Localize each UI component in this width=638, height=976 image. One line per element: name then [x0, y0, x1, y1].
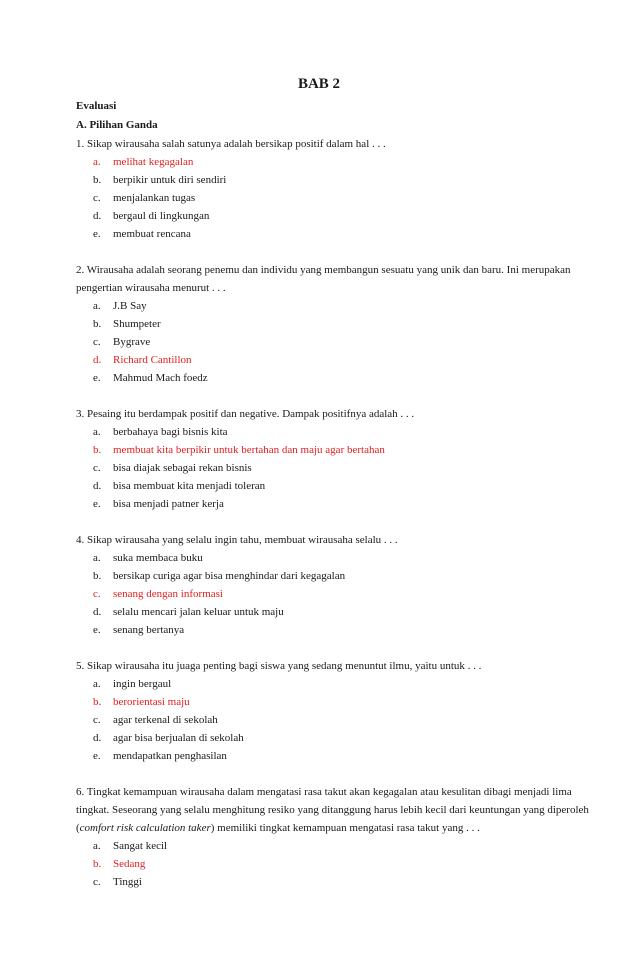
question-5-option-a: a. ingin bergaul [93, 678, 172, 690]
question-1-option-c: c. menjalankan tugas [93, 192, 196, 204]
question-4-option-e: e. senang bertanya [93, 624, 185, 636]
question-2-option-c: c. Bygrave [93, 336, 151, 348]
question-5-option-d: d. agar bisa berjualan di sekolah [93, 732, 244, 744]
question-2-text-line-2: pengertian wirausaha menurut . . . [76, 282, 226, 294]
chapter-heading: BAB 2 [297, 76, 341, 92]
question-3-option-a: a. berbahaya bagi bisnis kita [93, 426, 228, 438]
question-2-option-b: b. Shumpeter [93, 318, 161, 330]
question-4-option-d: d. selalu mencari jalan keluar untuk maju [93, 606, 284, 618]
question-6-option-a: a. Sangat kecil [93, 840, 168, 852]
section-heading: Evaluasi [76, 100, 117, 112]
question-6-text-line-2: tingkat. Seseorang yang selalu menghitung resiko yang ditanggung harus lebih kecil dari keuntungan yang diperoleh [76, 804, 589, 816]
question-3-option-b: b. membuat kita berpikir untuk bertahan dan maju agar bertahan [93, 444, 385, 456]
question-4-option-a: a. suka membaca buku [93, 552, 203, 564]
question-2-option-e: e. Mahmud Mach foedz [93, 372, 208, 384]
question-5-option-c: c. agar terkenal di sekolah [93, 714, 218, 726]
question-5-option-e: e. mendapatkan penghasilan [93, 750, 227, 762]
question-3-text: 3. Pesaing itu berdampak positif dan negative. Dampak positifnya adalah . . . [76, 408, 415, 420]
question-3-option-e: e. bisa menjadi patner kerja [93, 498, 224, 510]
italic-term: comfort risk calculation taker [79, 822, 211, 834]
question-1-option-a: a. melihat kegagalan [93, 156, 194, 168]
question-2-option-a: a. J.B Say [93, 300, 147, 312]
question-6-text-line-1: 6. Tingkat kemampuan wirausaha dalam mengatasi rasa takut akan kegagalan atau kesulitan dibagi menjadi lima [76, 786, 572, 798]
question-4-text: 4. Sikap wirausaha yang selalu ingin tahu, membuat wirausaha selalu . . . [76, 534, 398, 546]
question-3-option-d: d. bisa membuat kita menjadi toleran [93, 480, 266, 492]
question-1-option-d: d. bergaul di lingkungan [93, 210, 210, 222]
question-1-option-e: e. membuat rencana [93, 228, 191, 240]
question-5-option-b: b. berorientasi maju [93, 696, 190, 708]
question-4-option-b: b. bersikap curiga agar bisa menghindar dari kegagalan [93, 570, 346, 582]
question-6-option-c: c. Tinggi [93, 876, 142, 888]
question-6-text-line-3: (comfort risk calculation taker) memiliki tingkat kemampuan mengatasi rasa takut yang . . . [76, 822, 480, 834]
question-1-text: 1. Sikap wirausaha salah satunya adalah bersikap positif dalam hal . . . [76, 138, 386, 150]
subsection-heading: A. Pilihan Ganda [76, 119, 158, 131]
question-3-option-c: c. bisa diajak sebagai rekan bisnis [93, 462, 252, 474]
question-5-text: 5. Sikap wirausaha itu juaga penting bagi siswa yang sedang menuntut ilmu, yaitu untuk . . . [76, 660, 482, 672]
question-4-option-c: c. senang dengan informasi [93, 588, 223, 600]
question-2-option-d: d. Richard Cantillon [93, 354, 192, 366]
question-1-option-b: b. berpikir untuk diri sendiri [93, 174, 227, 186]
question-6-option-b: b. Sedang [93, 858, 146, 870]
question-2-text-line-1: 2. Wirausaha adalah seorang penemu dan individu yang membangun sesuatu yang unik dan baru. Ini merupakan [76, 264, 571, 276]
